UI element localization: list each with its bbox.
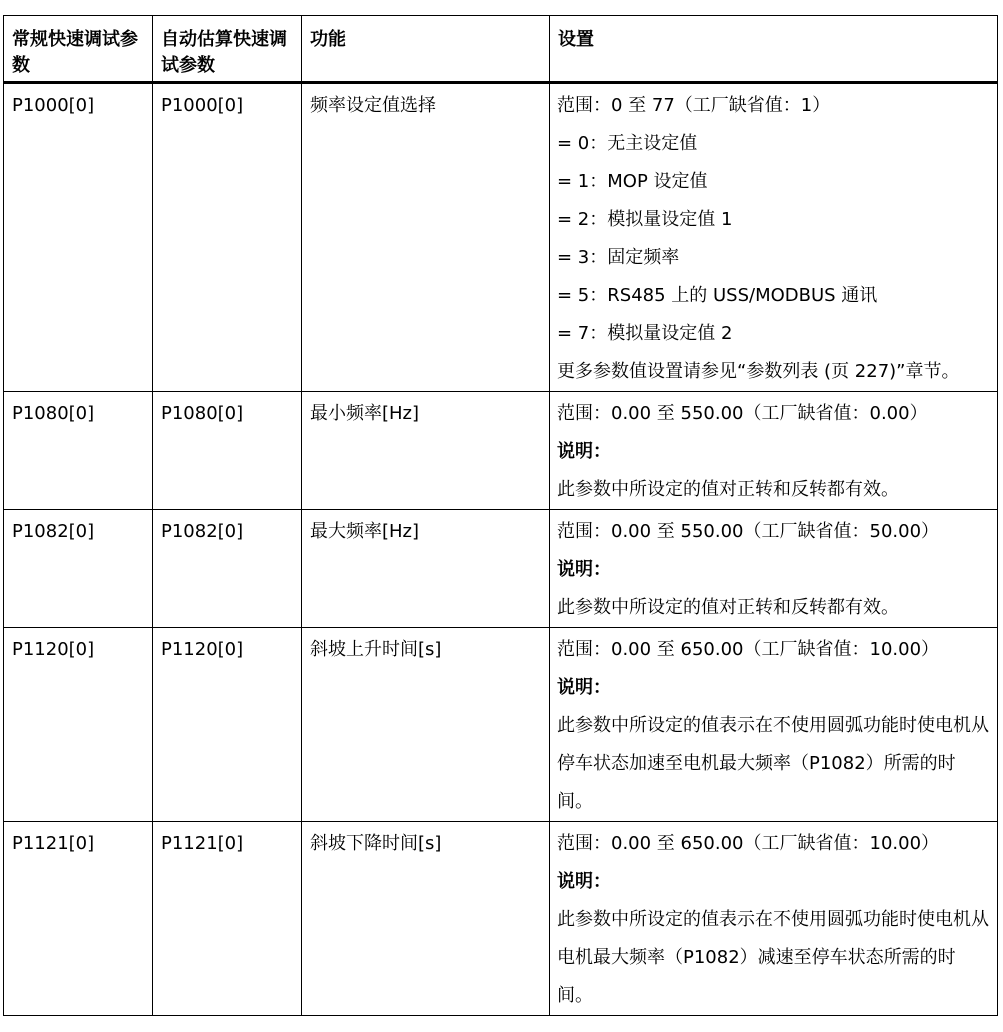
table-row xyxy=(4,510,998,628)
setting-cell xyxy=(550,822,998,1016)
param-standard: P1080[0] xyxy=(4,392,153,510)
note-label: 说明： xyxy=(557,871,611,892)
range-text: 范围：0.00 至 550.00（工厂缺省值：50.00） xyxy=(557,521,940,542)
header-auto-estimate-commissioning: 自动估算快速调试参数 xyxy=(153,16,302,83)
function-cell: 最大频率[Hz] xyxy=(302,510,550,628)
param-auto: P1082[0] xyxy=(153,510,302,628)
table-row xyxy=(4,628,998,822)
header-row xyxy=(4,16,998,83)
function-cell: 斜坡上升时间[s] xyxy=(302,628,550,822)
range-text: 范围：0.00 至 650.00（工厂缺省值：10.00） xyxy=(557,639,940,660)
range-text: 范围：0.00 至 550.00（工厂缺省值：0.00） xyxy=(557,403,928,424)
range-text: 范围：0.00 至 650.00（工厂缺省值：10.00） xyxy=(557,833,940,854)
param-standard: P1120[0] xyxy=(4,628,153,822)
table-header xyxy=(4,16,998,83)
header-function: 功能 xyxy=(302,16,550,83)
range-text: 范围：0 至 77（工厂缺省值：1） xyxy=(557,95,831,116)
header-standard-commissioning: 常规快速调试参数 xyxy=(4,16,153,83)
option-item: = 3：固定频率 xyxy=(557,247,680,268)
table-row xyxy=(4,83,998,392)
option-item: = 2：模拟量设定值 1 xyxy=(557,209,733,230)
option-item: = 1：MOP 设定值 xyxy=(557,171,708,192)
function-cell: 频率设定值选择 xyxy=(302,83,550,392)
setting-cell xyxy=(550,510,998,628)
param-auto: P1121[0] xyxy=(153,822,302,1016)
parameter-table xyxy=(3,15,998,1016)
function-cell: 斜坡下降时间[s] xyxy=(302,822,550,1016)
param-standard: P1121[0] xyxy=(4,822,153,1016)
param-auto: P1120[0] xyxy=(153,628,302,822)
param-standard: P1000[0] xyxy=(4,83,153,392)
option-item: = 7：模拟量设定值 2 xyxy=(557,323,733,344)
option-item: = 0：无主设定值 xyxy=(557,133,698,154)
param-auto: P1000[0] xyxy=(153,83,302,392)
param-auto: P1080[0] xyxy=(153,392,302,510)
header-setting: 设置 xyxy=(550,16,998,83)
function-cell: 最小频率[Hz] xyxy=(302,392,550,510)
note-label: 说明： xyxy=(557,441,611,462)
option-item: = 5：RS485 上的 USS/MODBUS 通讯 xyxy=(557,285,878,306)
note-text: 此参数中所设定的值对正转和反转都有效。 xyxy=(557,597,899,618)
note-text: 此参数中所设定的值对正转和反转都有效。 xyxy=(557,479,899,500)
note-text: 此参数中所设定的值表示在不使用圆弧功能时使电机从电机最大频率（P1082）减速至停车状态所需的时间。 xyxy=(557,909,989,1006)
setting-cell xyxy=(550,392,998,510)
note-label: 说明： xyxy=(557,677,611,698)
param-standard: P1082[0] xyxy=(4,510,153,628)
table-row xyxy=(4,822,998,1016)
more-info-text: 更多参数值设置请参见“参数列表 (页 227)”章节。 xyxy=(557,361,960,382)
setting-cell xyxy=(550,628,998,822)
note-text: 此参数中所设定的值表示在不使用圆弧功能时使电机从停车状态加速至电机最大频率（P1082）所需的时间。 xyxy=(557,715,989,812)
note-label: 说明： xyxy=(557,559,611,580)
table-body xyxy=(4,83,998,1016)
setting-cell xyxy=(550,83,998,392)
table-row xyxy=(4,392,998,510)
